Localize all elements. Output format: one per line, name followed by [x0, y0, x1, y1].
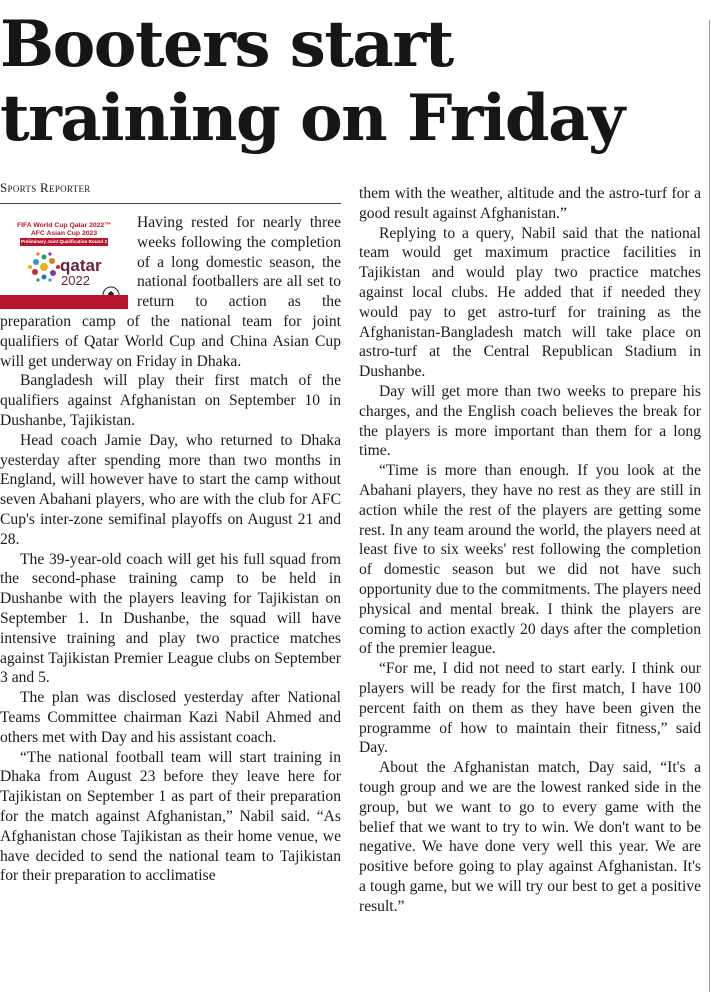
paragraph: The plan was disclosed yesterday after National Teams Committee chairman Kazi Nabil Ahmed and others met with Day and his assistant coach.: [0, 689, 341, 746]
paragraph: “Time is more than enough. If you look at the Abahani players, they have no rest as they are still in action while the rest of the players are getting some rest. In any team around the world, the players need at least five to six weeks' rest following the completion of domestic season but we did not have such opportunity due to the commitments. The players need physical and mental break. I think the players are coming to action exactly 20 days after the completion of the premier league.: [359, 462, 701, 658]
article-column-right: [359, 184, 701, 916]
article-column-left: [0, 213, 341, 886]
logo-title-asiancup: AFC Asian Cup 2023: [30, 230, 98, 237]
paragraph: “For me, I did not need to start early. I think our players will be ready for the first match, I have 100 percent faith on them as they have been given the programme of how to maintain their fitness,” said Day.: [359, 660, 701, 757]
paragraph: Day will get more than two weeks to prepare his charges, and the English coach believes the break for the players is more important than them for a long time.: [359, 382, 701, 460]
paragraph: “The national football team will start training in Dhaka from August 23 before they leave here for Tajikistan on September 1 as part of their preparation for the match against Afghanistan,” Nabil said. “As Afghanistan chose Tajikistan as their home venue, we have decided to send the national team to Tajikistan for their preparation to acclimatise: [0, 748, 341, 885]
paragraph: Having rested for nearly three weeks following the completion of a long domestic season, the national footballers are all set to return to action as the preparation camp of the national team for joint qualifiers of Qatar World Cup and China Asian Cup will get underway on Friday in Dhaka.: [0, 214, 341, 370]
paragraph: Bangladesh will play their first match of the qualifiers against Afghanistan on September 10 in Dushanbe, Tajikistan.: [0, 372, 341, 429]
logo-title-worldcup: FIFA World Cup Qatar 2022™: [16, 222, 112, 229]
paragraph: The 39-year-old coach will get his full squad from the second-phase training camp to be held in Dushanbe with the players leaving for Tajikistan on September 1. In Dushanbe, the squad will have intensive training and play two practice matches against Tajikistan Premier League clubs on September 3 and 5.: [0, 550, 341, 687]
logo-band: [0, 295, 128, 309]
paragraph: Replying to a query, Nabil said that the national team would get maximum practice facilities in Tajikistan and would play two practice matches against local clubs. He added that if needed they would pay to get astro-turf for training as the Afghanistan-Bangladesh match will take place on astro-turf at the Central Republican Stadium in Dushanbe.: [359, 224, 701, 381]
paragraph: Head coach Jamie Day, who returned to Dhaka yesterday after spending more than two months in England, will however have to start the camp without seven Abahani players, who are with the club for AFC Cup's inter-zone semifinal playoffs on August 21 and 28.: [0, 431, 341, 548]
logo-subtitle: Preliminary Joint Qualification Round 2: [20, 239, 108, 244]
qualifier-logo: [0, 215, 128, 309]
paragraph: About the Afghanistan match, Day said, “It's a tough group and we are the lowest ranked side in the group, but we want to go to every game with the belief that we want to try to win. We don't want to be negative. We have done very well this year. We are positive before going to play against Afghanistan. It's a tough game, but we will try our best to get a positive result.”: [359, 759, 701, 915]
qatar-emblem-icon: [28, 252, 60, 281]
paragraph: them with the weather, altitude and the astro-turf for a good result against Afghanistan.”: [359, 185, 701, 222]
logo-year: 2022: [61, 273, 90, 288]
column-border: [709, 20, 710, 992]
logo-wordmark: qatar: [60, 256, 102, 275]
byline: Sports Reporter: [0, 180, 91, 195]
byline-divider: [0, 203, 341, 204]
headline: Booters start training on Friday: [0, 7, 624, 156]
